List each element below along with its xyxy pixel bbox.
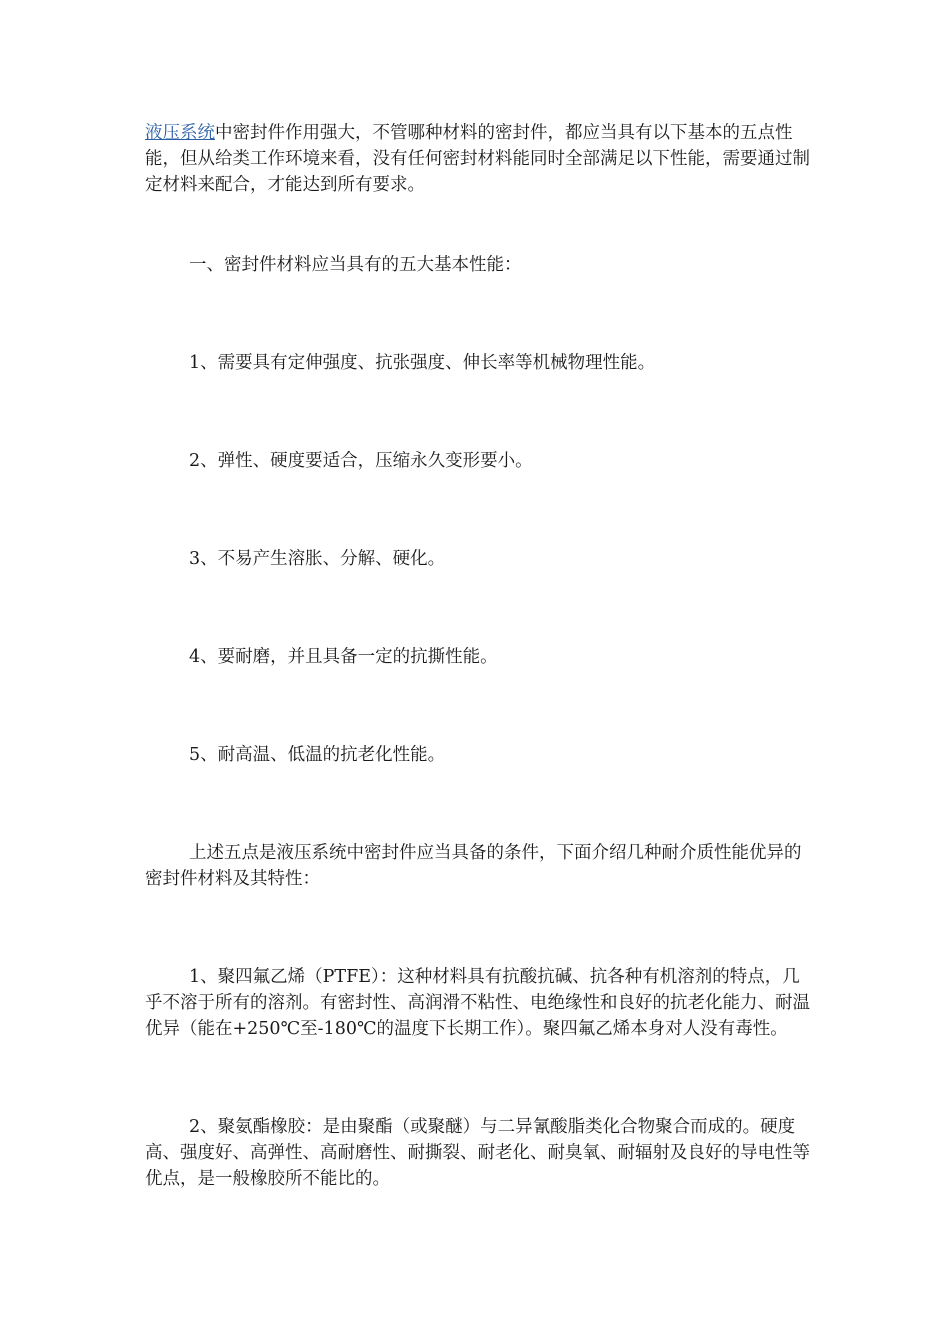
- property-item-2: 2、弹性、硬度要适合，压缩永久变形要小。: [189, 451, 533, 471]
- document-body: [145, 120, 810, 1192]
- intro-paragraph: [145, 120, 810, 198]
- hydraulic-system-link[interactable]: 液压系统: [145, 123, 215, 143]
- property-item-4: 4、要耐磨，并且具备一定的抗撕性能。: [189, 647, 498, 667]
- material-ptfe-paragraph: 1、聚四氟乙烯（PTFE）：这种材料具有抗酸抗碱、抗各种有机溶剂的特点，几乎不溶于所有的溶剂。有密封性、高润滑不粘性、电绝缘性和良好的抗老化能力、耐温优异（能在+250℃至-180℃的温度下长期工作）。聚四氟乙烯本身对人没有毒性。: [145, 967, 810, 1039]
- property-item-3: 3、不易产生溶胀、分解、硬化。: [189, 549, 446, 569]
- section-heading-basic-properties: 一、密封件材料应当具有的五大基本性能：: [189, 255, 522, 275]
- transition-paragraph: 上述五点是液压系统中密封件应当具备的条件，下面介绍几种耐介质性能优异的密封件材料及其特性：: [145, 843, 802, 889]
- intro-text: 中密封件作用强大，不管哪种材料的密封件，都应当具有以下基本的五点性能，但从给类工作环境来看，没有任何密封材料能同时全部满足以下性能，需要通过制定材料来配合，才能达到所有要求。: [145, 123, 810, 195]
- property-item-1: 1、需要具有定伸强度、抗张强度、伸长率等机械物理性能。: [189, 353, 656, 373]
- property-item-5: 5、耐高温、低温的抗老化性能。: [189, 745, 446, 765]
- material-polyurethane-paragraph: 2、聚氨酯橡胶：是由聚酯（或聚醚）与二异氰酸脂类化合物聚合而成的。硬度高、强度好、高弹性、高耐磨性、耐撕裂、耐老化、耐臭氧、耐辐射及良好的导电性等优点，是一般橡胶所不能比的。: [145, 1117, 810, 1189]
